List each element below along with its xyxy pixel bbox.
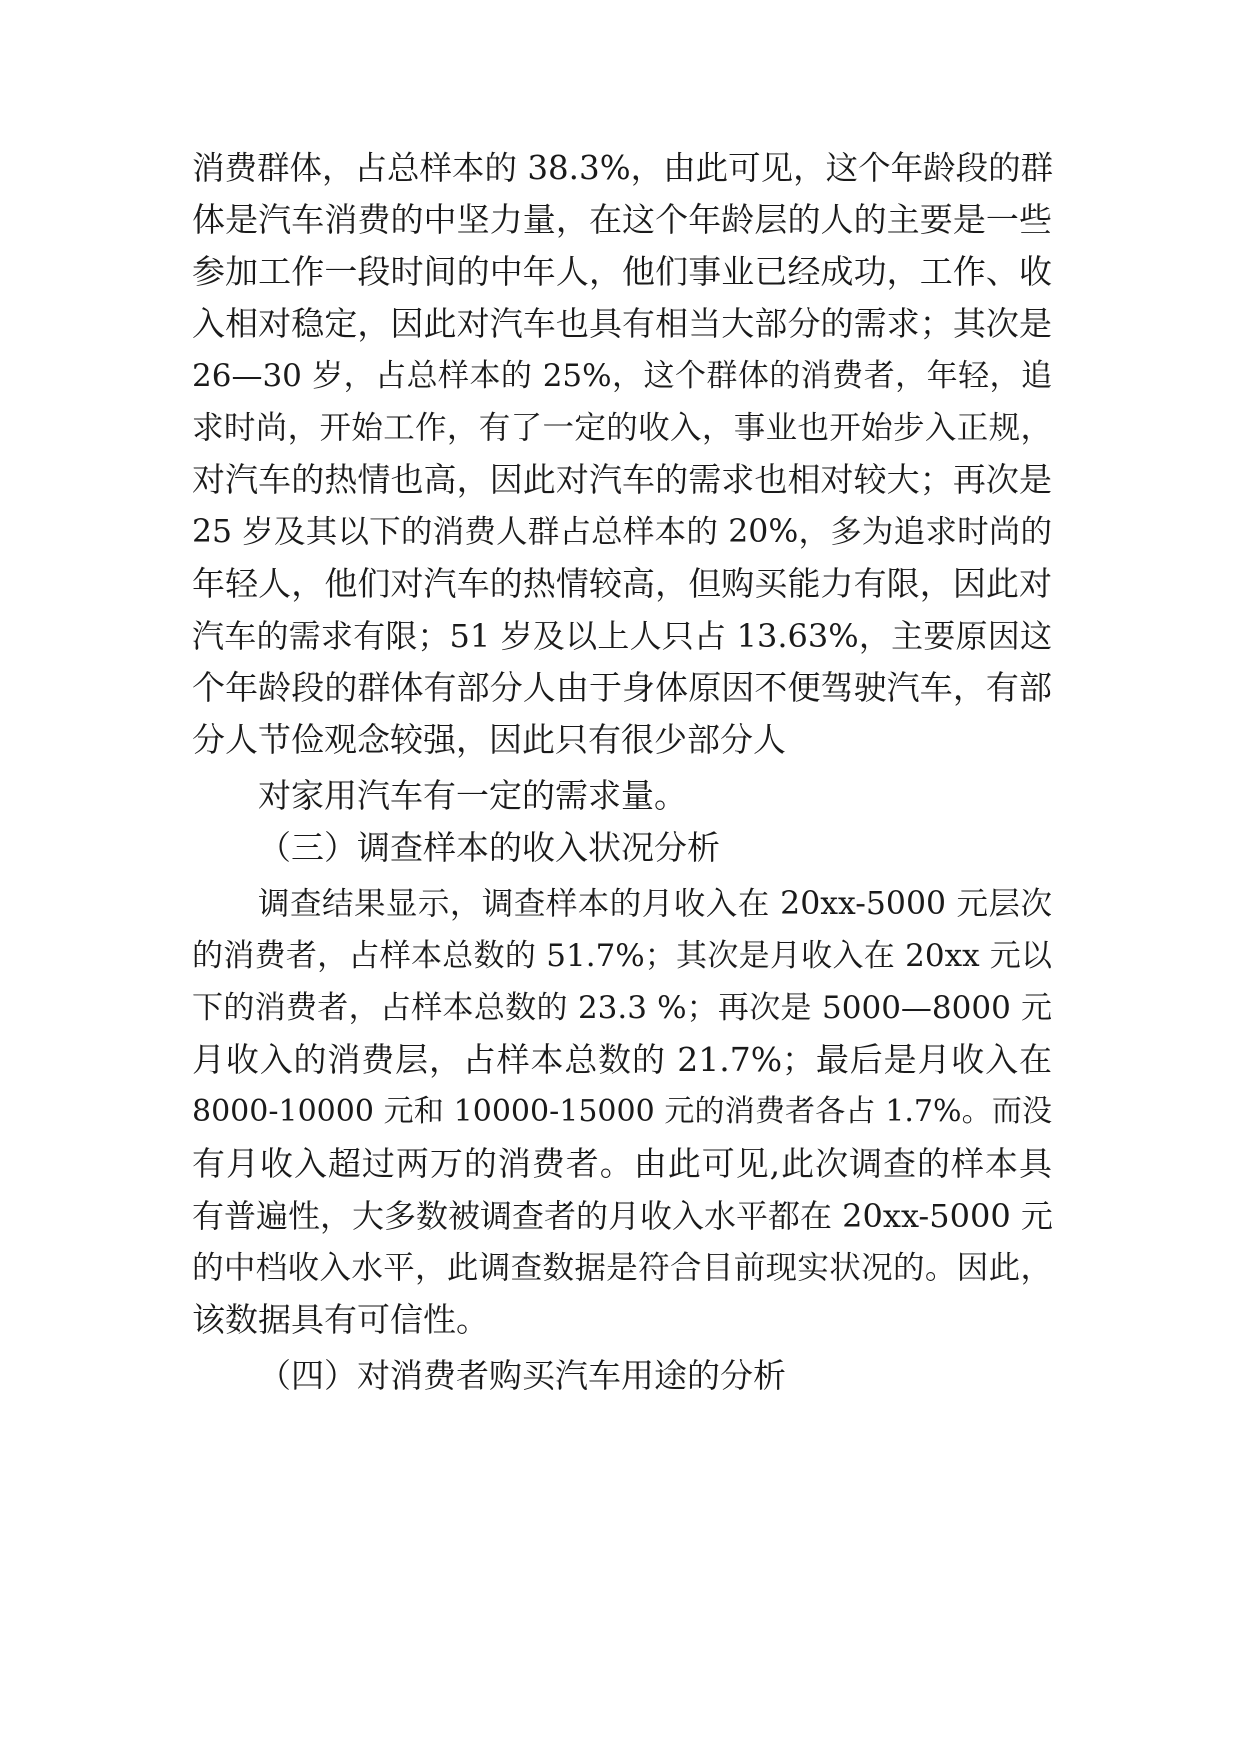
paragraph-line: 参加工作一段时间的中年人，他们事业已经成功，工作、收 (192, 252, 1052, 291)
paragraph-line: 入相对稳定，因此对汽车也具有相当大部分的需求；其次是 (192, 304, 1052, 343)
paragraph-line: 个年龄段的群体有部分人由于身体原因不便驾驶汽车，有部 (192, 668, 1052, 707)
paragraph-line: 该数据具有可信性。 (192, 1300, 489, 1339)
paragraph-line: 有月收入超过两万的消费者。由此可见,此次调查的样本具 (192, 1144, 1052, 1183)
paragraph-line: 月收入的消费层，占样本总数的 21.7%；最后是月收入在 (192, 1040, 1052, 1079)
paragraph-line: 年轻人，他们对汽车的热情较高，但购买能力有限，因此对 (192, 564, 1052, 603)
paragraph-line: 对家用汽车有一定的需求量。 (258, 776, 687, 815)
paragraph-line: 对汽车的热情也高，因此对汽车的需求也相对较大；再次是 (192, 460, 1052, 499)
paragraph-line: 的消费者，占样本总数的 51.7%；其次是月收入在 20xx 元以 (192, 938, 1052, 974)
paragraph-line: 求时尚，开始工作，有了一定的收入，事业也开始步入正规， (192, 410, 1052, 446)
section-heading: （四）对消费者购买汽车用途的分析 (258, 1356, 786, 1395)
paragraph-line: 有普遍性，大多数被调查者的月收入水平都在 20xx-5000 元 (192, 1197, 1053, 1235)
paragraph-line: 26—30 岁，占总样本的 25%，这个群体的消费者，年轻，追 (192, 358, 1052, 394)
paragraph-line: 8000-10000 元和 10000-15000 元的消费者各占 1.7%。而没 (192, 1094, 1052, 1129)
paragraph-line: 25 岁及其以下的消费人群占总样本的 20%，多为追求时尚的 (192, 514, 1052, 550)
paragraph-line: 下的消费者，占样本总数的 23.3 %；再次是 5000—8000 元 (192, 990, 1052, 1026)
paragraph-line: 的中档收入水平，此调查数据是符合目前现实状况的。因此， (192, 1250, 1052, 1286)
paragraph-line: 消费群体，占总样本的 38.3%，由此可见，这个年龄段的群 (192, 149, 1054, 187)
paragraph-line: 分人节俭观念较强，因此只有很少部分人 (192, 720, 786, 759)
section-heading: （三）调查样本的收入状况分析 (258, 828, 720, 867)
paragraph-line: 汽车的需求有限；51 岁及以上人只占 13.63%，主要原因这 (192, 617, 1052, 655)
paragraph-line: 体是汽车消费的中坚力量，在这个年龄层的人的主要是一些 (192, 200, 1052, 239)
paragraph-line: 调查结果显示，调查样本的月收入在 20xx-5000 元层次 (258, 886, 1052, 922)
